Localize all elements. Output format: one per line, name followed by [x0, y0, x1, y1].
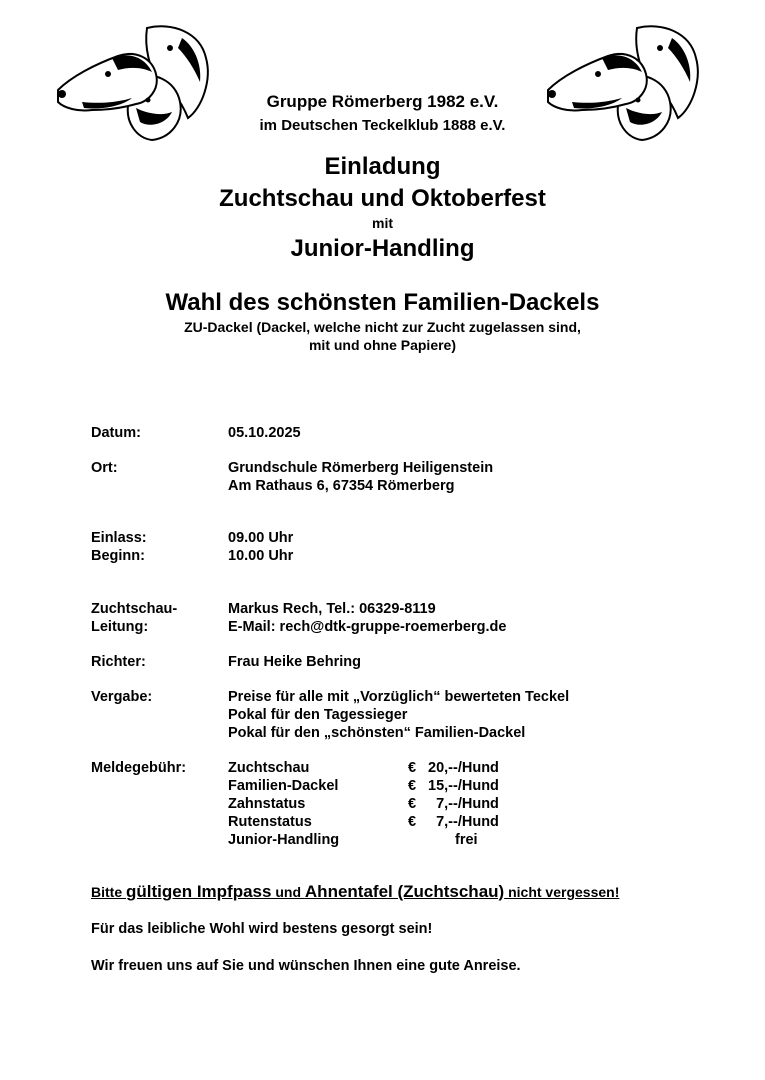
vergabe-line-1: Preise für alle mit „Vorzüglich“ bewerteten Teckel [228, 689, 570, 705]
fee-amount: 20,--/Hund [424, 760, 499, 776]
fee-currency: € [408, 814, 417, 830]
ort-line-2: Am Rathaus 6, 67354 Römerberg [228, 478, 455, 494]
einlass-value: 09.00 Uhr [228, 530, 294, 546]
fee-name: Zuchtschau [228, 760, 310, 776]
einlass-label: Einlass: [91, 530, 147, 546]
leitung-email: E-Mail: rech@dtk-gruppe-roemerberg.de [228, 619, 507, 635]
fee-currency: € [408, 796, 417, 812]
fee-amount: 7,--/Hund [424, 814, 499, 830]
vergabe-line-2: Pokal für den Tagessieger [228, 707, 408, 723]
datum-label: Datum: [91, 425, 141, 441]
richter-label: Richter: [91, 654, 146, 670]
fee-name: Junior-Handling [228, 832, 340, 848]
fee-amount: 15,--/Hund [424, 778, 499, 794]
fee-currency: € [408, 760, 417, 776]
beginn-label: Beginn: [91, 548, 145, 564]
title-connector: mit [372, 215, 393, 231]
vergabe-label: Vergabe: [91, 689, 153, 705]
title-family-dachshund: Wahl des schönsten Familien-Dackels [165, 289, 600, 316]
note-line-1: ZU-Dackel (Dackel, welche nicht zur Zucht zugelassen sind, [184, 319, 581, 335]
ort-line-1: Grundschule Römerberg Heiligenstein [228, 460, 494, 476]
richter-value: Frau Heike Behring [228, 654, 361, 670]
reminder-line [91, 882, 619, 902]
beginn-value: 10.00 Uhr [228, 548, 294, 564]
reminder-part: und [271, 884, 305, 900]
fee-currency: € [408, 778, 417, 794]
ort-label: Ort: [91, 460, 118, 476]
fee-name: Rutenstatus [228, 814, 312, 830]
org-affiliation: im Deutschen Teckelklub 1888 e.V. [259, 117, 506, 134]
title-junior-handling: Junior-Handling [290, 235, 475, 262]
closing-note: Wir freuen uns auf Sie und wünschen Ihnen eine gute Anreise. [91, 958, 521, 974]
leitung-contact: Markus Rech, Tel.: 06329-8119 [228, 601, 436, 617]
title-invitation: Einladung [324, 153, 441, 180]
note-line-2: mit und ohne Papiere) [308, 337, 456, 353]
title-event: Zuchtschau und Oktoberfest [219, 185, 546, 212]
reminder-emphasis: Ahnentafel (Zuchtschau) [304, 882, 505, 901]
org-name: Gruppe Römerberg 1982 e.V. [266, 92, 499, 111]
fee-name: Zahnstatus [228, 796, 306, 812]
catering-note: Für das leibliche Wohl wird bestens gesorgt sein! [91, 921, 433, 937]
reminder-part: nicht vergessen! [504, 884, 620, 900]
fees-label: Meldegebühr: [91, 760, 187, 776]
datum-value: 05.10.2025 [228, 425, 301, 441]
fee-name: Familien-Dackel [228, 778, 339, 794]
reminder-emphasis: gültigen Impfpass [126, 882, 272, 901]
vergabe-line-3: Pokal für den „schönsten“ Familien-Dackel [228, 725, 526, 741]
leitung-label-1: Zuchtschau- [91, 601, 178, 617]
reminder-part: Bitte [91, 884, 126, 900]
fee-amount: frei [455, 832, 478, 848]
fee-amount: 7,--/Hund [424, 796, 499, 812]
leitung-label-2: Leitung: [91, 619, 149, 635]
